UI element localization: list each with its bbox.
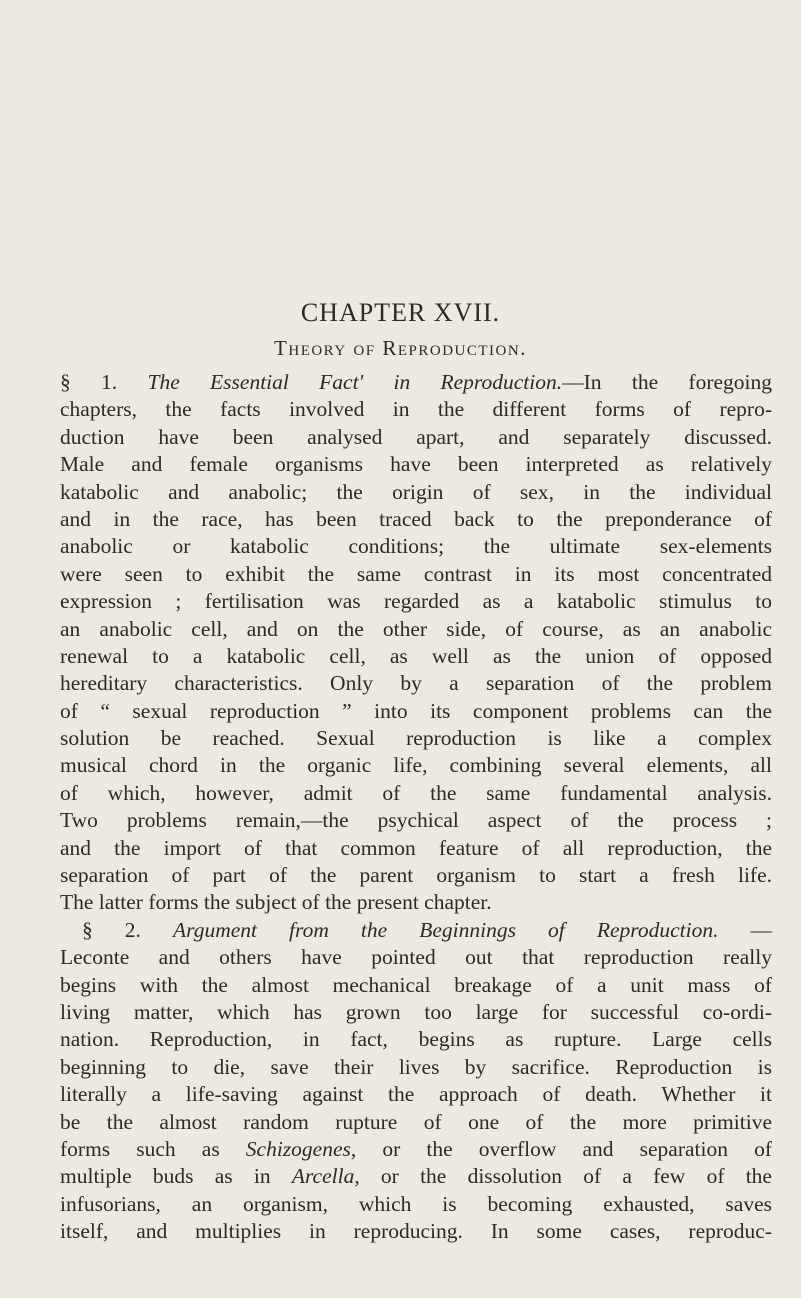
italic-text-segment: Argument from the Beginnings of Reproduction. xyxy=(173,917,719,942)
text-segment: hereditary characteristics. Only by a separation of the problem xyxy=(60,671,772,696)
text-line xyxy=(60,1109,772,1136)
text-segment: infusorians, an organism, which is becoming exhausted, saves xyxy=(60,1191,772,1216)
text-segment: § 1. xyxy=(60,370,148,394)
text-line xyxy=(60,752,772,779)
text-segment: of which, however, admit of the same fundamental analysis. xyxy=(60,780,772,805)
chapter-title: Theory of Reproduction. xyxy=(274,336,527,360)
italic-text-segment: Arcella xyxy=(291,1164,355,1189)
text-line xyxy=(60,533,772,560)
text-segment: and the import of that common feature of all reproduction, the xyxy=(60,835,772,860)
text-segment: Two problems remain,—the psychical aspect of the process ; xyxy=(60,808,772,833)
text-line xyxy=(60,1081,772,1108)
text-line xyxy=(60,1136,772,1163)
italic-text-segment: The Essential Fact' in Reproduction. xyxy=(147,370,563,394)
chapter-number-heading: CHAPTER XVII. xyxy=(300,298,501,327)
text-line xyxy=(60,999,772,1026)
text-segment: itself, and multiplies in reproducing. In some cases, reproduc- xyxy=(60,1219,772,1244)
text-line xyxy=(60,780,772,807)
text-line xyxy=(60,506,772,533)
text-line xyxy=(60,451,772,478)
text-segment: of “ sexual reproduction ” into its component problems can the xyxy=(60,698,772,723)
text-segment: were seen to exhibit the same contrast in its most concentrated xyxy=(60,561,772,586)
text-segment: anabolic or katabolic conditions; the ultimate sex-elements xyxy=(60,534,772,559)
text-line xyxy=(60,835,772,862)
text-line xyxy=(60,698,772,725)
text-segment: be the almost random rupture of one of the more primitive xyxy=(60,1109,772,1134)
text-segment: nation. Reproduction, in fact, begins as rupture. Large cells xyxy=(60,1027,772,1052)
text-line xyxy=(60,972,772,999)
text-segment: expression ; fertilisation was regarded as a katabolic stimulus to xyxy=(60,589,772,614)
text-segment: The latter forms the subject of the present chapter. xyxy=(60,890,492,915)
text-line xyxy=(60,588,772,615)
text-line xyxy=(60,670,772,697)
text-line xyxy=(60,889,772,916)
text-line xyxy=(60,1191,772,1218)
text-line xyxy=(60,917,772,944)
text-line xyxy=(60,369,772,396)
text-segment: —In the foregoing xyxy=(562,370,772,394)
text-line xyxy=(60,396,772,423)
text-segment: multiple buds as in xyxy=(60,1164,292,1189)
text-line xyxy=(60,479,772,506)
text-segment: katabolic and anabolic; the origin of sex, in the individual xyxy=(60,479,772,504)
text-segment: literally a life-saving against the approach of death. Whether it xyxy=(60,1082,772,1107)
italic-text-segment: Schizogenes xyxy=(245,1136,351,1161)
text-line xyxy=(60,424,772,451)
text-segment: , or the overflow and separation of xyxy=(350,1136,772,1161)
text-segment: beginning to die, save their lives by sacrifice. Reproduction is xyxy=(60,1054,772,1079)
text-line xyxy=(60,1026,772,1053)
text-line xyxy=(60,561,772,588)
text-line xyxy=(60,1163,772,1190)
text-line xyxy=(60,944,772,971)
text-segment: separation of part of the parent organism to start a fresh life. xyxy=(60,863,772,888)
text-segment: begins with the almost mechanical breakage of a unit mass of xyxy=(60,972,772,997)
text-line xyxy=(60,862,772,889)
text-line xyxy=(60,1218,772,1245)
text-segment: chapters, the facts involved in the different forms of repro- xyxy=(60,397,772,422)
text-segment: duction have been analysed apart, and separately discussed. xyxy=(60,424,772,449)
text-line xyxy=(60,1054,772,1081)
text-line xyxy=(60,807,772,834)
text-segment: and in the race, has been traced back to the preponderance of xyxy=(60,506,772,531)
text-segment: musical chord in the organic life, combining several elements, all xyxy=(60,753,772,778)
text-segment: Male and female organisms have been interpreted as relatively xyxy=(60,452,772,477)
text-line xyxy=(60,725,772,752)
text-segment: § 2. xyxy=(82,917,173,942)
text-segment: Leconte and others have pointed out that reproduction really xyxy=(60,945,772,970)
text-segment: — xyxy=(718,917,773,942)
text-line xyxy=(60,643,772,670)
text-segment: forms such as xyxy=(60,1136,246,1161)
text-line xyxy=(60,616,772,643)
text-segment: an anabolic cell, and on the other side, of course, as an anabolic xyxy=(60,616,772,641)
text-segment: , or the dissolution of a few of the xyxy=(354,1164,772,1189)
body-text xyxy=(60,369,772,1246)
text-segment: living matter, which has grown too large for successful co-ordi- xyxy=(60,999,772,1024)
text-segment: solution be reached. Sexual reproduction is like a complex xyxy=(60,726,772,751)
text-segment: renewal to a katabolic cell, as well as the union of opposed xyxy=(60,643,772,668)
